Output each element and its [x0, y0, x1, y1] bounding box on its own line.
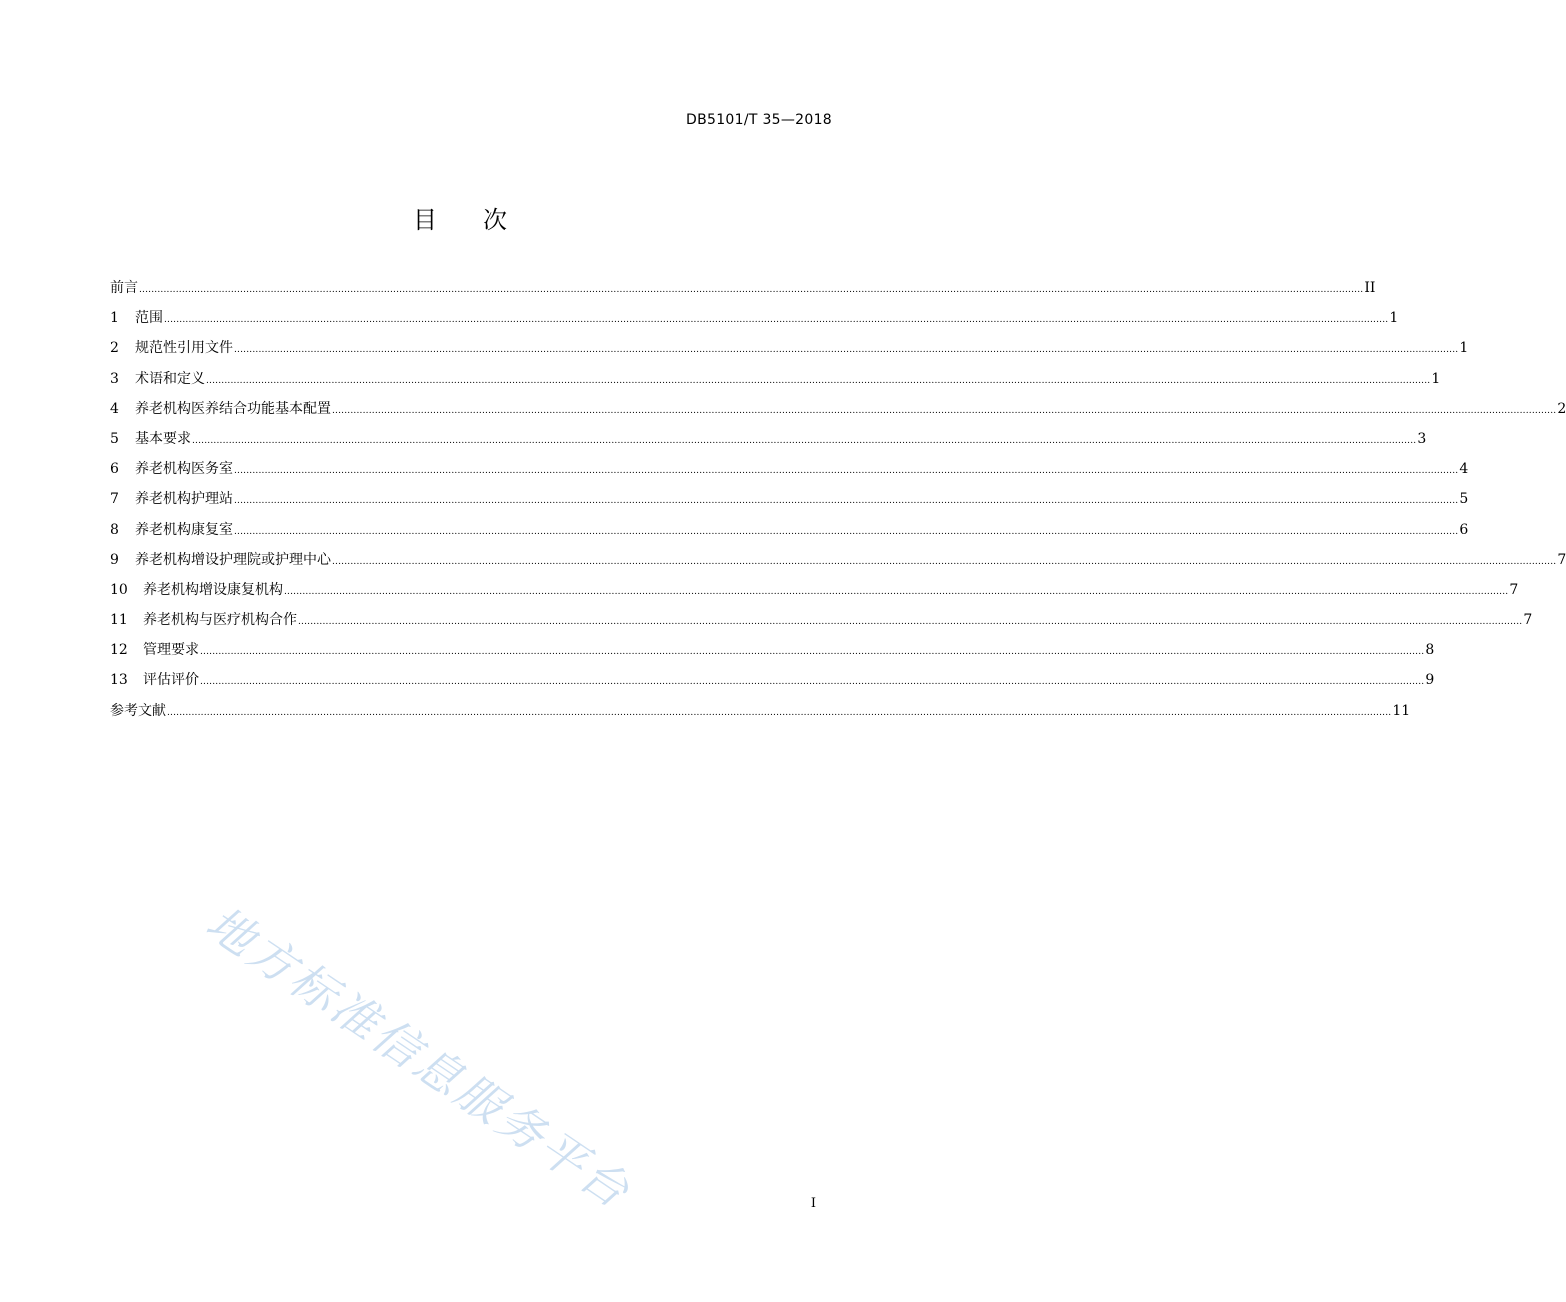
toc-entry-label: 养老机构增设护理院或护理中心 — [135, 551, 331, 568]
toc-entry[interactable] — [110, 610, 1533, 640]
toc-entry-page: II — [1364, 280, 1376, 296]
toc-entry[interactable] — [110, 640, 1435, 670]
toc-leader-dots: ................................................................................................................................................................................................................................................................................................................................................................................................................ — [234, 496, 1459, 507]
toc-entry[interactable] — [110, 520, 1469, 550]
toc-entry[interactable] — [110, 278, 1376, 308]
toc-entry-page: 9 — [1425, 672, 1435, 689]
toc-entry[interactable] — [110, 580, 1519, 610]
toc-entry-label: 术语和定义 — [135, 370, 205, 387]
toc-entry[interactable] — [110, 338, 1469, 368]
toc-entry-label: 养老机构与医疗机构合作 — [143, 612, 297, 629]
toc-entry-label: 养老机构护理站 — [135, 491, 233, 508]
toc-entry-page: 7 — [1509, 581, 1519, 598]
toc-entry-page: 5 — [1459, 491, 1469, 508]
toc-entry-label: 范围 — [135, 310, 163, 327]
toc-entry-number: 12 — [110, 642, 128, 659]
toc-entry-label: 规范性引用文件 — [135, 340, 233, 357]
toc-entry-number: 1 — [110, 310, 119, 327]
toc-leader-dots: ................................................................................................................................................................................................................................................................................................................................................................................................................ — [234, 526, 1459, 537]
toc-entry-page: 1 — [1431, 370, 1441, 387]
toc-entry[interactable] — [110, 489, 1469, 519]
toc-leader-dots: ................................................................................................................................................................................................................................................................................................................................................................................................................ — [192, 435, 1417, 446]
toc-leader-dots: ................................................................................................................................................................................................................................................................................................................................................................................................................ — [164, 315, 1389, 326]
table-of-contents — [110, 278, 1566, 731]
toc-entry-label: 前言 — [110, 280, 138, 296]
toc-entry-label: 参考文献 — [110, 702, 166, 719]
toc-entry-page: 7 — [1557, 551, 1566, 568]
toc-entry-number: 13 — [110, 672, 128, 689]
toc-entry[interactable] — [110, 429, 1427, 459]
toc-leader-dots: ................................................................................................................................................................................................................................................................................................................................................................................................................ — [200, 647, 1425, 658]
toc-entry-page: 4 — [1459, 461, 1469, 478]
toc-entry-page: 8 — [1425, 642, 1435, 659]
toc-leader-dots: ................................................................................................................................................................................................................................................................................................................................................................................................................ — [284, 586, 1509, 597]
toc-leader-dots: ................................................................................................................................................................................................................................................................................................................................................................................................................ — [298, 617, 1523, 628]
toc-entry[interactable] — [110, 399, 1566, 429]
toc-entry-label: 养老机构医养结合功能基本配置 — [135, 400, 331, 417]
page-number: I — [810, 1196, 816, 1211]
toc-entry-page: 11 — [1392, 702, 1411, 719]
toc-entry[interactable] — [110, 459, 1469, 489]
toc-entry-number: 3 — [110, 370, 119, 387]
toc-entry[interactable] — [110, 701, 1411, 731]
toc-entry[interactable] — [110, 308, 1399, 338]
toc-entry-label: 管理要求 — [143, 642, 199, 659]
toc-entry-number: 7 — [110, 491, 119, 508]
toc-entry-label: 养老机构康复室 — [135, 521, 233, 538]
toc-entry-label: 基本要求 — [135, 430, 191, 447]
toc-entry[interactable] — [110, 550, 1566, 580]
toc-entry[interactable] — [110, 369, 1441, 399]
toc-leader-dots: ................................................................................................................................................................................................................................................................................................................................................................................................................ — [234, 345, 1459, 356]
toc-entry-page: 1 — [1459, 340, 1469, 357]
toc-entry-page: 2 — [1557, 400, 1566, 417]
toc-leader-dots: ................................................................................................................................................................................................................................................................................................................................................................................................................ — [332, 556, 1557, 567]
toc-entry-number: 10 — [110, 581, 128, 598]
toc-entry-number: 8 — [110, 521, 119, 538]
watermark: 地方标准信息服务平台 — [196, 895, 642, 1220]
toc-entry-number: 11 — [110, 612, 128, 629]
toc-leader-dots: ................................................................................................................................................................................................................................................................................................................................................................................................................ — [167, 707, 1392, 718]
toc-leader-dots: ................................................................................................................................................................................................................................................................................................................................................................................................................ — [206, 375, 1431, 386]
toc-leader-dots: ................................................................................................................................................................................................................................................................................................................................................................................................................ — [234, 466, 1459, 477]
toc-leader-dots: ................................................................................................................................................................................................................................................................................................................................................................................................................ — [200, 677, 1425, 688]
toc-entry-label: 评估评价 — [143, 672, 199, 689]
document-code: DB5101/T 35—2018 — [686, 112, 832, 128]
toc-entry-page: 6 — [1459, 521, 1469, 538]
toc-entry-page: 3 — [1417, 430, 1427, 447]
toc-title: 目次 — [413, 206, 553, 234]
toc-entry-number: 6 — [110, 461, 119, 478]
toc-entry[interactable] — [110, 670, 1435, 700]
toc-entry-page: 7 — [1523, 612, 1533, 629]
toc-entry-number: 4 — [110, 400, 119, 417]
toc-entry-label: 养老机构医务室 — [135, 461, 233, 478]
toc-entry-page: 1 — [1389, 310, 1399, 327]
toc-leader-dots: ................................................................................................................................................................................................................................................................................................................................................................................................................ — [332, 405, 1557, 416]
toc-leader-dots: ................................................................................................................................................................................................................................................................................................................................................................................................................ — [139, 285, 1364, 295]
toc-entry-number: 5 — [110, 430, 119, 447]
toc-entry-number: 9 — [110, 551, 119, 568]
toc-entry-label: 养老机构增设康复机构 — [143, 581, 283, 598]
toc-entry-number: 2 — [110, 340, 119, 357]
